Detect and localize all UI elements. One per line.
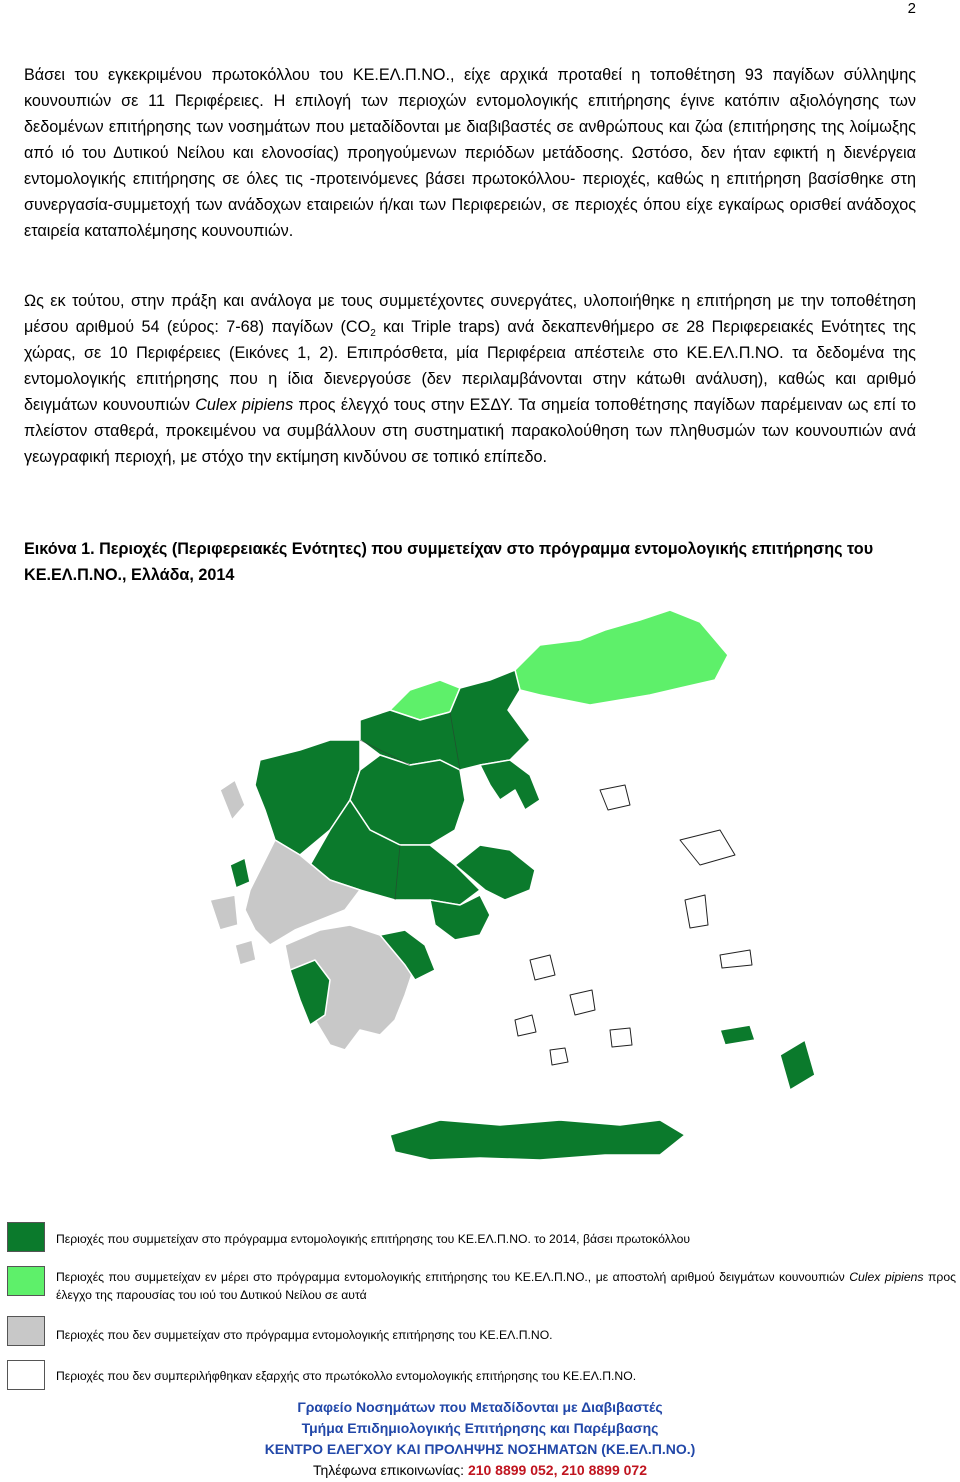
figure-title: Εικόνα 1. Περιοχές (Περιφερειακές Ενότητες) που συμμετείχαν στο πρόγραμμα εντομολογικής επιτήρησης του ΚΕ.ΕΛ.Π.ΝΟ., Ελλάδα, 2014 [24,540,874,584]
legend-swatch-excluded [7,1360,45,1390]
paragraph-2-part-1: Ως εκ τούτου, στην πράξη και ανάλογα με τους συμμετέχοντες συνεργάτες, υλοποιήθηκε η επιτήρηση με την τοποθέτηση μέσου αριθμού 54 (εύρος: 7-68) παγίδων (CO [24,292,916,336]
footer-department: Τμήμα Επιδημιολογικής Επιτήρησης και Παρέμβασης [301,1420,659,1436]
map-region-lesvos [680,830,735,865]
map-region-samos [720,950,752,968]
map-region-cyclades-4 [610,1028,632,1047]
legend-swatch-partial [7,1266,45,1296]
legend-swatch-full [7,1222,45,1252]
map-region-cyclades-5 [550,1048,568,1065]
map-region-thrace [515,610,728,705]
body-paragraph-2 [24,288,916,470]
map-region-zakynthos [235,940,256,965]
map-region-kefalonia [210,895,238,930]
footer-phone-label: Τηλέφωνα επικοινωνίας: [312,1462,468,1478]
map-region-lefkada [230,858,250,888]
legend-partial-text-b: προς έλεγχο της παρουσίας του ιού του Δυτικού Νείλου σε αυτά [56,1270,956,1302]
legend-partial-text-a: Περιοχές που συμμετείχαν εν μέρει στο πρόγραμμα εντομολογικής επιτήρησης του ΚΕ.ΕΛ.Π.ΝΟ., με αποστολή αριθμού δειγμάτων κουνουπιών [56,1270,850,1284]
legend-label-full: Περιοχές που συμμετείχαν στο πρόγραμμα εντομολογικής επιτήρησης του ΚΕ.ΕΛ.Π.ΝΟ. το 2014, βάσει πρωτοκόλλου [56,1232,691,1246]
map-region-cyclades-2 [570,990,595,1015]
body-paragraph-1: Βάσει του εγκεκριμένου πρωτοκόλλου του ΚΕ.ΕΛ.Π.ΝΟ., είχε αρχικά προταθεί η τοποθέτηση 93 παγίδων σύλληψης κουνουπιών σε 11 Περιφέρειες. Η επιλογή των περιοχών εντομολογικής επιτήρησης έγινε κατόπιν αξιολόγησης των δεδομένων επιτήρησης των νοσημάτων που μεταδίδονται με διαβιβαστές σε ανθρώπους και ζώα (επιτήρησης της λοίμωξης από ιό του Δυτικού Νείλου και ελονοσίας) προηγούμενων περιόδων μετάδοσης. Ωστόσο, δεν ήταν εφικτή η διενέργεια εντομολογικής επιτήρησης σε όλες τις -προτεινόμενες βάσει πρωτοκόλλου- περιοχές, καθώς η επιτήρηση βασίσθηκε στη συνεργασία-συμμετοχή των ανάδοχων εταιρειών ή/και των Περιφερειών, σε περιοχές όπου είχε εγκαίρως ορισθεί ανάδοχος εταιρεία καταπολέμησης κουνουπιών. [24,66,916,240]
legend-partial-species: Culex pipiens [849,1270,924,1284]
map-region-kos [720,1025,755,1045]
legend-label-none: Περιοχές που δεν συμμετείχαν στο πρόγραμμα εντομολογικής επιτήρησης του ΚΕ.ΕΛ.Π.ΝΟ. [56,1328,553,1342]
map-region-cyclades-1 [530,955,555,980]
paragraph-2-part-3: προς έλεγχό τους στην ΕΣΔΥ. Τα σημεία τοποθέτησης παγίδων παρέμειναν ως επί το πλείστον σταθερά, προκειμένου να συμβάλλουν στη συστηματική παρακολούθηση των πληθυσμών των κουνουπιών ανά γεωγραφική περιοχή, με στόχο την εκτίμηση κινδύνου σε τοπικό επίπεδο. [24,396,916,466]
co2-subscript: 2 [370,328,376,340]
map-region-corfu [220,780,245,820]
footer-office: Γραφείο Νοσημάτων που Μεταδίδονται με Διαβιβαστές [297,1399,663,1415]
legend-label-partial [56,1268,956,1304]
footer-phone-numbers: 210 8899 052, 210 8899 072 [467,1462,647,1478]
greece-regions-map [60,600,900,1200]
species-name: Culex pipiens [195,396,294,414]
footer-center: ΚΕΝΤΡΟ ΕΛΕΓΧΟΥ ΚΑΙ ΠΡΟΛΗΨΗΣ ΝΟΣΗΜΑΤΩΝ (ΚΕ.ΕΛ.Π.ΝΟ.) [264,1441,696,1457]
paragraph-2-part-2: και Triple traps) ανά δεκαπενθήμερο σε 28 Περιφερειακές Ενότητες της χώρας, σε 10 Περιφέρειες (Εικόνες 1, 2). Επιπρόσθετα, μία Περιφέρεια απέστειλε στο ΚΕ.ΕΛ.Π.ΝΟ. τα δεδομένα της εντομολογικής επιτήρησης που η ίδια διενεργούσε (δεν περιλαμβάνονται στην κάτωθι ανάλυση), καθώς και αριθμό δειγμάτων κουνουπιών [24,318,916,414]
legend-swatch-none [7,1316,45,1346]
map-region-chios [685,895,708,928]
map-region-rhodes [780,1040,815,1090]
footer-contact [0,1460,960,1481]
page-number: 2 [907,0,916,17]
legend-label-excluded: Περιοχές που δεν συμπεριλήφθηκαν εξαρχής στο πρωτόκολλο εντομολογικής επιτήρησης του ΚΕ.ΕΛ.Π.ΝΟ. [56,1369,637,1383]
map-region-crete [390,1120,685,1160]
map-region-chalkidiki [480,760,540,810]
map-region-limnos [600,785,630,810]
map-region-cyclades-3 [515,1015,536,1036]
